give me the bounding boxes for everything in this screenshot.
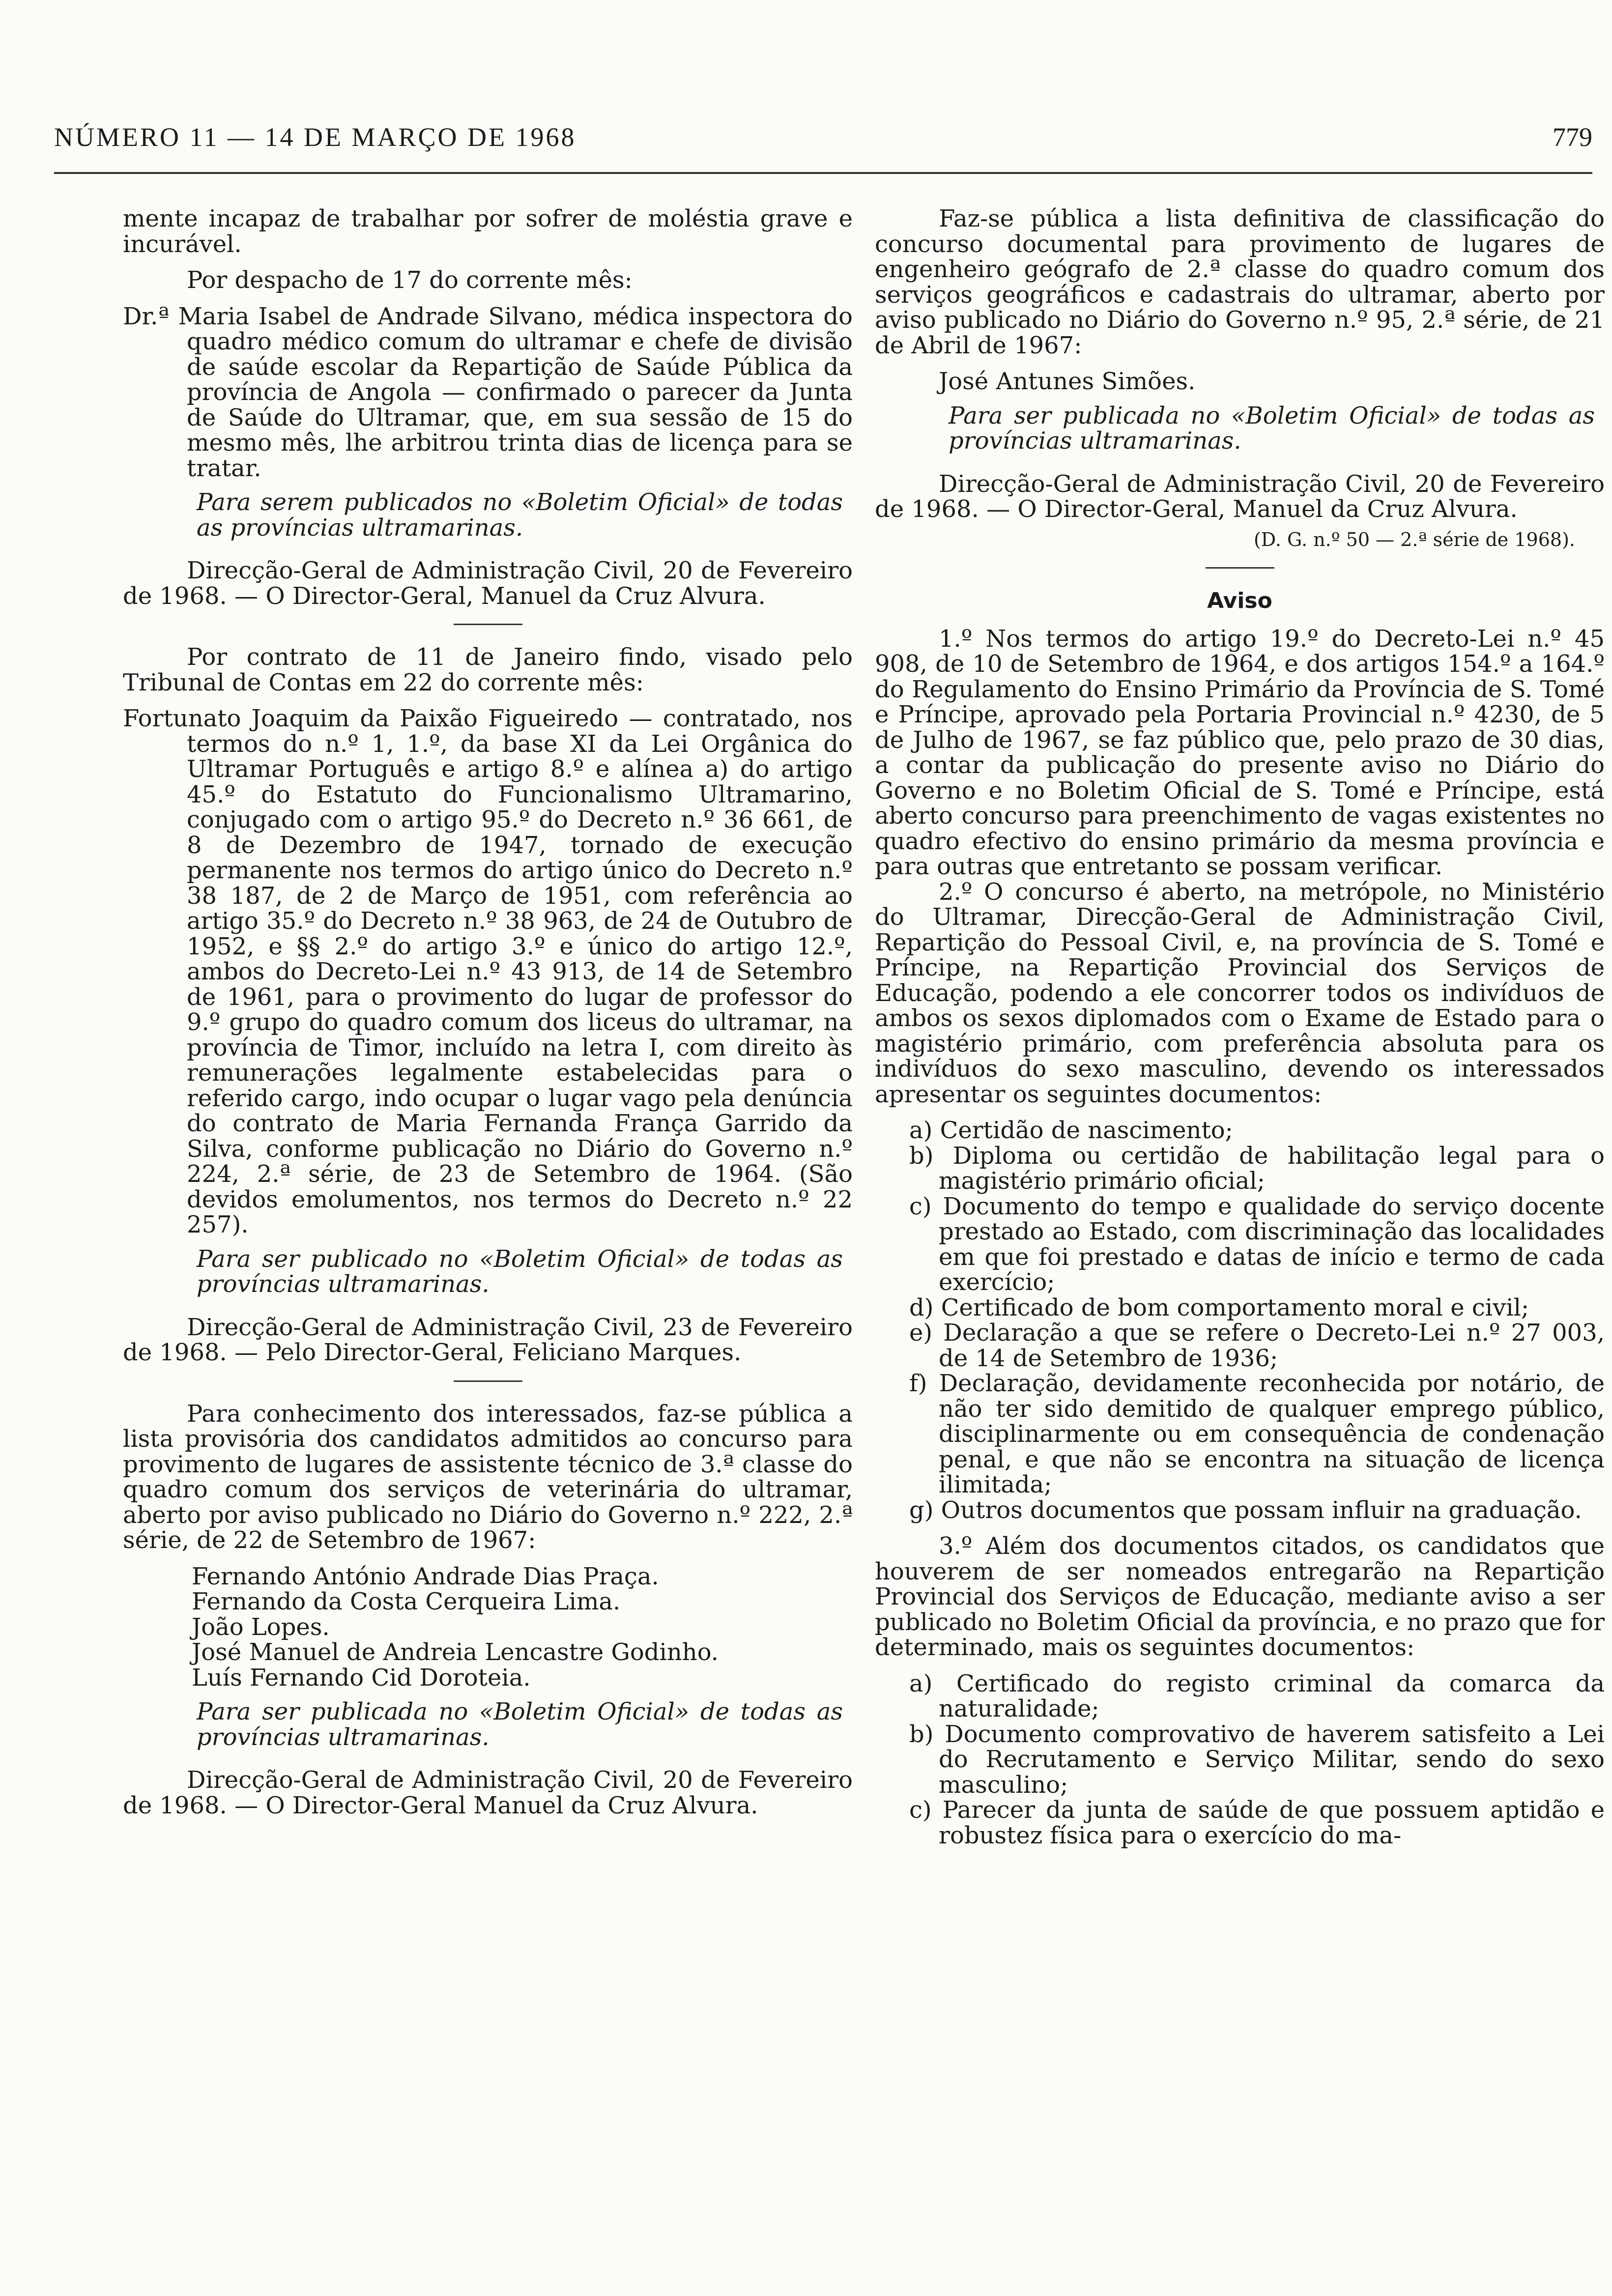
list-item: Fernando António Andrade Dias Praça. — [192, 1562, 659, 1590]
paragraph: 3.º Além dos documentos citados, os candidatos que houverem de ser nomeados entregarão na Repartição Provincial dos Serviços de Educação, mediante aviso a ser publicado no Boletim Oficial da província, e no prazo que for determinado, mais os seguintes documentos: — [875, 1532, 1605, 1661]
list-item: b) Diploma ou certidão de habilitação legal para o magistério primário oficial; — [909, 1142, 1605, 1195]
list-item: e) Declaração a que se refere o Decreto-Lei n.º 27 003, de 14 de Setembro de 1936; — [909, 1319, 1605, 1372]
publication-note: Para serem publicados no «Boletim Oficial» de todas as províncias ultramarinas. — [197, 488, 843, 542]
list-item: Luís Fernando Cid Doroteia. — [192, 1664, 531, 1692]
signature-line: Direcção-Geral de Administração Civil, 20 de Fevereiro de 1968. — O Director-Geral, Manuel da Cruz Alvura. — [123, 557, 853, 610]
paragraph: Por despacho de 17 do corrente mês: — [187, 266, 633, 294]
list-item: a) Certificado do registo criminal da comarca da naturalidade; — [909, 1669, 1605, 1722]
publication-note: Para ser publicada no «Boletim Oficial» de todas as províncias ultramarinas. — [197, 1698, 843, 1751]
document-list — [875, 1671, 1605, 1849]
list-item: b) Documento comprovativo de haverem satisfeito a Lei do Recrutamento e Serviço Militar, sendo do sexo masculino; — [909, 1720, 1605, 1799]
left-column — [123, 206, 853, 1818]
list-item: João Lopes. — [192, 1613, 330, 1641]
paragraph: Faz-se pública a lista definitiva de classificação do concurso documental para provimento de lugares de engenheiro geógrafo de 2.ª classe do quadro comum dos serviços geográficos e cadastrais do ultramar, aberto por aviso publicado no Diário do Governo n.º 95, 2.ª série, de 21 de Abril de 1967: — [875, 205, 1605, 359]
section-title: Aviso — [1207, 588, 1272, 613]
list-item: Fernando da Costa Cerqueira Lima. — [192, 1588, 621, 1615]
list-item: c) Parecer da junta de saúde de que possuem aptidão e robustez física para o exercício do ma- — [909, 1796, 1605, 1849]
reference-note: (D. G. n.º 50 — 2.ª série de 1968). — [1253, 528, 1575, 550]
list-item: d) Certificado de bom comportamento moral e civil; — [909, 1293, 1529, 1321]
paragraph: Dr.ª Maria Isabel de Andrade Silvano, médica inspectora do quadro médico comum do ultramar e chefe de divisão de saúde escolar da Repartição de Saúde Pública da província de Angola — confirmado o parecer da Junta de Saúde do Ultramar, que, em sua sessão de 15 do mesmo mês, lhe arbitrou trinta dias de licença para se tratar. — [123, 302, 853, 482]
signature-line: Direcção-Geral de Administração Civil, 20 de Fevereiro de 1968. — O Director-Geral Manuel da Cruz Alvura. — [123, 1766, 853, 1819]
page-header — [54, 118, 1592, 174]
signature-line: Direcção-Geral de Administração Civil, 20 de Fevereiro de 1968. — O Director-Geral, Manuel da Cruz Alvura. — [875, 470, 1605, 523]
right-column — [875, 206, 1605, 1848]
page-number: 779 — [1553, 122, 1592, 152]
issue-line: NÚMERO 11 — 14 DE MARÇO DE 1968 — [54, 122, 576, 152]
paragraph: 2.º O concurso é aberto, na metrópole, no Ministério do Ultramar, Direcção-Geral de Administração Civil, Repartição do Pessoal Civil, e, na província de S. Tomé e Príncipe, na Repartição Provincial dos Serviços de Educação, podendo a ele concorrer todos os indivíduos de ambos os sexos diplomados com o Exame de Estado para o magistério primário, com preferência absoluta para os indivíduos do sexo masculino, devendo os interessados apresentar os seguintes documentos: — [875, 878, 1605, 1108]
list-item: g) Outros documentos que possam influir na graduação. — [909, 1496, 1582, 1524]
candidate-list — [123, 1564, 853, 1691]
paragraph: 1.º Nos termos do artigo 19.º do Decreto-Lei n.º 45 908, de 10 de Setembro de 1964, e dos artigos 154.º a 164.º do Regulamento do Ensino Primário da Província de S. Tomé e Príncipe, aprovado pela Portaria Provincial n.º 4230, de 5 de Julho de 1967, se faz público que, pelo prazo de 30 dias, a contar da publicação do presente aviso no Diário do Governo e no Boletim Oficial de S. Tomé e Príncipe, está aberto concurso para preenchimento de vagas existentes no quadro efectivo do ensino primário da mesma província e para outras que entretanto se possam verificar. — [875, 625, 1605, 880]
separator — [454, 1380, 522, 1382]
separator — [1206, 567, 1274, 569]
paragraph: Fortunato Joaquim da Paixão Figueiredo — contratado, nos termos do n.º 1, 1.º, da base XI da Lei Orgânica do Ultramar Português e artigo 8.º e alínea a) do artigo 45.º do Estatuto do Funcionalismo Ultramarino, conjugado com o artigo 95.º do Decreto n.º 36 661, de 8 de Dezembro de 1947, tornado de execução permanente nos termos do artigo único do Decreto n.º 38 187, de 2 de Março de 1951, com referência ao artigo 35.º do Decreto n.º 38 963, de 24 de Outubro de 1952, e §§ 2.º do artigo 3.º e único do artigo 12.º, ambos do Decreto-Lei n.º 43 913, de 14 de Setembro de 1961, para o provimento do lugar de professor do 9.º grupo do quadro comum dos liceus do ultramar, na província de Timor, incluído na letra I, com direito às remunerações legalmente estabelecidas para o referido cargo, indo ocupar o lugar vago pela denúncia do contrato de Maria Fernanda França Garrido da Silva, conforme publicação no Diário do Governo n.º 224, 2.ª série, de 23 de Setembro de 1964. (São devidos emolumentos, nos termos do Decreto n.º 22 257). — [123, 705, 853, 1238]
document-list — [875, 1118, 1605, 1523]
list-item: f) Declaração, devidamente reconhecida por notário, de não ter sido demitido de qualquer emprego público, disciplinarmente ou em consequência de condenação penal, e que não se encontra na situação de licença ilimitada; — [909, 1370, 1605, 1498]
list-item: a) Certidão de nascimento; — [909, 1117, 1233, 1144]
separator — [454, 624, 522, 625]
candidate-name: José Antunes Simões. — [939, 368, 1196, 395]
publication-note: Para ser publicada no «Boletim Oficial» de todas as províncias ultramarinas. — [949, 402, 1595, 455]
paragraph: Para conhecimento dos interessados, faz-se pública a lista provisória dos candidatos admitidos ao concurso para provimento de lugares de assistente técnico de 3.ª classe do quadro comum dos serviços de veterinária do ultramar, aberto por aviso publicado no Diário do Governo n.º 222, 2.ª série, de 22 de Setembro de 1967: — [123, 1400, 853, 1554]
publication-note: Para ser publicado no «Boletim Oficial» de todas as províncias ultramarinas. — [197, 1245, 843, 1298]
paragraph: mente incapaz de trabalhar por sofrer de moléstia grave e incurável. — [123, 205, 853, 258]
list-item: c) Documento do tempo e qualidade do serviço docente prestado ao Estado, com discriminação das localidades em que foi prestado e datas de início e termo de cada exercício; — [909, 1192, 1605, 1296]
list-item: José Manuel de Andreia Lencastre Godinho. — [192, 1638, 719, 1666]
signature-line: Direcção-Geral de Administração Civil, 23 de Fevereiro de 1968. — Pelo Director-Geral, Feliciano Marques. — [123, 1313, 853, 1366]
paragraph: Por contrato de 11 de Janeiro findo, visado pelo Tribunal de Contas em 22 do corrente mês: — [123, 643, 853, 696]
